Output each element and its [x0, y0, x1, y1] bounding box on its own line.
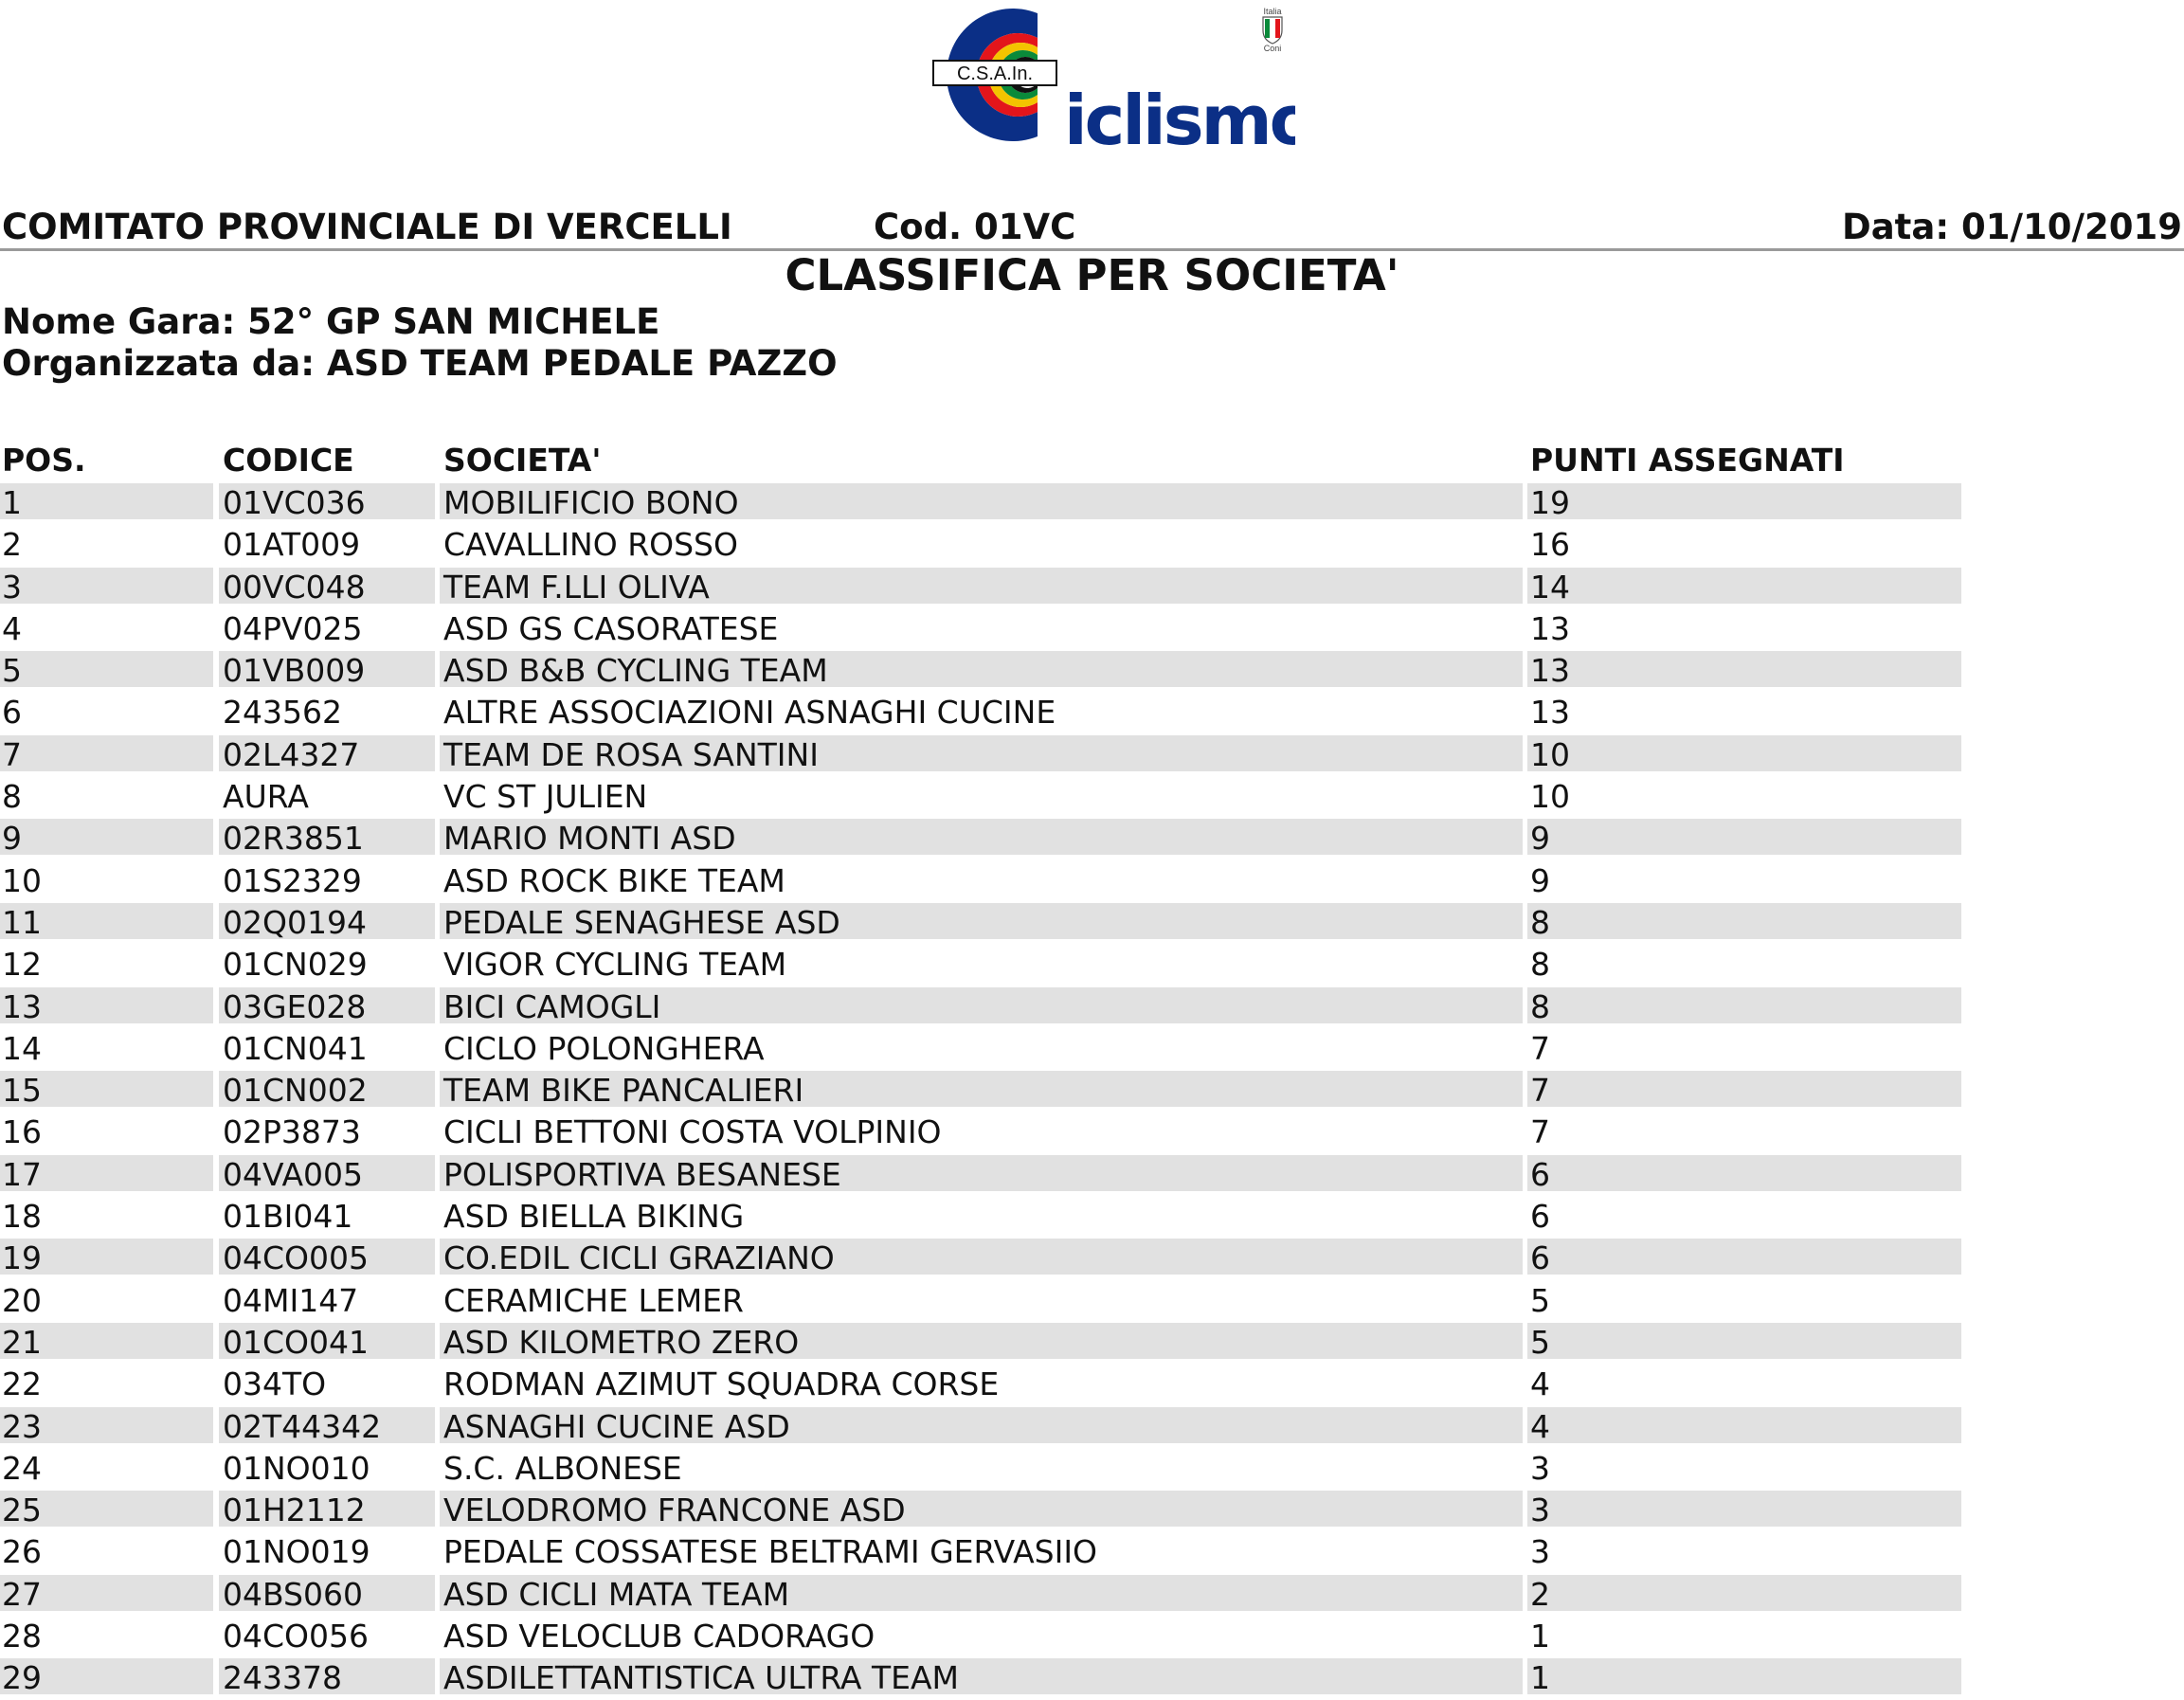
- table-row: [0, 567, 1961, 608]
- row-shading: [1527, 777, 1961, 816]
- cell-club: MARIO MONTI ASD: [443, 820, 736, 858]
- table-row: [0, 1238, 1961, 1279]
- table-row: [0, 608, 1961, 650]
- cell-points: 7: [1530, 1113, 1550, 1151]
- table-row: [0, 524, 1961, 566]
- logo-badge-text: C.S.A.In.: [956, 63, 1034, 84]
- cell-points: 5: [1530, 1281, 1550, 1319]
- row-shading: [1527, 1029, 1961, 1065]
- cell-points: 8: [1530, 987, 1550, 1025]
- cell-points: 3: [1530, 1492, 1550, 1529]
- cell-code: AURA: [223, 778, 309, 816]
- table-row: [0, 1196, 1961, 1238]
- row-shading: [0, 693, 213, 732]
- table-row: [0, 944, 1961, 986]
- cell-pos: 1: [2, 484, 22, 521]
- cell-code: 02P3873: [223, 1113, 361, 1151]
- cell-points: 3: [1530, 1533, 1550, 1571]
- cell-points: 14: [1530, 568, 1570, 606]
- row-shading: [1527, 1365, 1961, 1401]
- cell-code: 01CO041: [223, 1323, 369, 1361]
- race-name: Nome Gara: 52° GP SAN MICHELE: [2, 301, 660, 342]
- cell-club: ASD B&B CYCLING TEAM: [443, 652, 828, 690]
- ranking-table: [0, 482, 1961, 1700]
- cell-club: TEAM DE ROSA SANTINI: [443, 735, 819, 773]
- row-shading: [1527, 693, 1961, 732]
- cell-pos: 8: [2, 778, 22, 816]
- cell-code: 01BI041: [223, 1198, 353, 1236]
- cell-pos: 5: [2, 652, 22, 690]
- cell-points: 2: [1530, 1575, 1550, 1613]
- cell-club: CO.EDIL CICLI GRAZIANO: [443, 1239, 835, 1277]
- row-shading: [1527, 609, 1961, 645]
- logo-italia-text: Italia: [1263, 7, 1282, 16]
- cell-points: 4: [1530, 1365, 1550, 1403]
- row-shading: [1527, 861, 1961, 897]
- cell-code: 034TO: [223, 1365, 327, 1403]
- cell-code: 01H2112: [223, 1492, 366, 1529]
- cell-points: 6: [1530, 1198, 1550, 1236]
- cell-points: 8: [1530, 903, 1550, 941]
- cell-code: 04MI147: [223, 1281, 359, 1319]
- cell-club: ASD BIELLA BIKING: [443, 1198, 745, 1236]
- cell-code: 01NO010: [223, 1449, 370, 1487]
- cell-pos: 10: [2, 861, 42, 899]
- row-shading: [1527, 903, 1961, 939]
- table-row: [0, 1028, 1961, 1070]
- column-header-points: PUNTI ASSEGNATI: [1530, 442, 1845, 479]
- row-shading: [1527, 483, 1961, 519]
- row-shading: [1527, 1491, 1961, 1527]
- cell-pos: 26: [2, 1533, 42, 1571]
- cell-points: 9: [1530, 861, 1550, 899]
- cell-pos: 28: [2, 1618, 42, 1655]
- cell-pos: 24: [2, 1449, 42, 1487]
- cell-code: 01VB009: [223, 652, 366, 690]
- cell-pos: 7: [2, 735, 22, 773]
- table-row: [0, 1154, 1961, 1196]
- row-shading: [1527, 1323, 1961, 1359]
- cell-code: 01CN002: [223, 1072, 368, 1110]
- cell-pos: 19: [2, 1239, 42, 1277]
- column-header-club: SOCIETA': [443, 442, 602, 479]
- committee-name: COMITATO PROVINCIALE DI VERCELLI: [2, 207, 732, 247]
- cell-club: ASD ROCK BIKE TEAM: [443, 861, 785, 899]
- cell-points: 9: [1530, 820, 1550, 858]
- cell-points: 6: [1530, 1239, 1550, 1277]
- row-shading: [1527, 819, 1961, 858]
- cell-club: ASNAGHI CUCINE ASD: [443, 1407, 790, 1445]
- row-shading: [0, 525, 213, 564]
- row-shading: [1527, 945, 1961, 984]
- row-shading: [1527, 1281, 1961, 1317]
- cell-code: 04CO056: [223, 1618, 369, 1655]
- cell-pos: 15: [2, 1072, 42, 1110]
- table-row: [0, 902, 1961, 944]
- cell-code: 02R3851: [223, 820, 364, 858]
- cell-points: 3: [1530, 1449, 1550, 1487]
- logo-coni-text: Coni: [1263, 44, 1282, 53]
- cell-code: 01CN041: [223, 1029, 368, 1067]
- cell-pos: 23: [2, 1407, 42, 1445]
- cell-code: 04PV025: [223, 609, 363, 647]
- cell-club: ASD KILOMETRO ZERO: [443, 1323, 800, 1361]
- cell-pos: 11: [2, 903, 42, 941]
- table-row: [0, 1070, 1961, 1112]
- row-shading: [1527, 1112, 1961, 1151]
- cell-pos: 16: [2, 1113, 42, 1151]
- cell-pos: 14: [2, 1029, 42, 1067]
- cell-club: CICLI BETTONI COSTA VOLPINIO: [443, 1113, 942, 1151]
- row-shading: [0, 651, 213, 690]
- cell-code: 04VA005: [223, 1155, 364, 1193]
- ciclismo-logo: [888, 0, 1295, 150]
- row-shading: [0, 777, 213, 816]
- cell-code: 01S2329: [223, 861, 362, 899]
- logo-brand-text: iclismo: [1064, 81, 1295, 150]
- cell-points: 10: [1530, 778, 1570, 816]
- cell-pos: 27: [2, 1575, 42, 1613]
- table-row: [0, 776, 1961, 818]
- cell-pos: 2: [2, 526, 22, 564]
- cell-club: PEDALE SENAGHESE ASD: [443, 903, 840, 941]
- cell-points: 13: [1530, 694, 1570, 732]
- committee-code: Cod. 01VC: [874, 207, 1076, 247]
- cell-points: 7: [1530, 1072, 1550, 1110]
- table-row: [0, 1112, 1961, 1153]
- cell-pos: 13: [2, 987, 42, 1025]
- cell-club: ASD GS CASORATESE: [443, 609, 779, 647]
- table-row: [0, 1490, 1961, 1531]
- cell-code: 01AT009: [223, 526, 361, 564]
- cell-points: 1: [1530, 1659, 1550, 1697]
- cell-pos: 22: [2, 1365, 42, 1403]
- row-shading: [0, 609, 213, 645]
- cell-points: 13: [1530, 652, 1570, 690]
- cell-club: MOBILIFICIO BONO: [443, 484, 739, 521]
- cell-code: 04BS060: [223, 1575, 363, 1613]
- cell-pos: 21: [2, 1323, 42, 1361]
- cell-code: 01NO019: [223, 1533, 370, 1571]
- table-row: [0, 692, 1961, 733]
- cell-code: 243562: [223, 694, 342, 732]
- row-shading: [1527, 651, 1961, 690]
- cell-club: BICI CAMOGLI: [443, 987, 661, 1025]
- cell-club: CAVALLINO ROSSO: [443, 526, 738, 564]
- cell-points: 19: [1530, 484, 1570, 521]
- cell-club: POLISPORTIVA BESANESE: [443, 1155, 841, 1193]
- cell-pos: 9: [2, 820, 22, 858]
- table-row: [0, 1322, 1961, 1364]
- cell-points: 13: [1530, 609, 1570, 647]
- row-shading: [1527, 568, 1961, 604]
- row-shading: [1527, 987, 1961, 1023]
- cell-points: 10: [1530, 735, 1570, 773]
- row-shading: [1527, 1155, 1961, 1191]
- cell-club: ASDILETTANTISTICA ULTRA TEAM: [443, 1659, 960, 1697]
- cell-club: RODMAN AZIMUT SQUADRA CORSE: [443, 1365, 1000, 1403]
- cell-code: 01CN029: [223, 946, 368, 984]
- cell-club: CICLO POLONGHERA: [443, 1029, 765, 1067]
- cell-code: 02T44342: [223, 1407, 382, 1445]
- cell-club: CERAMICHE LEMER: [443, 1281, 744, 1319]
- table-row: [0, 734, 1961, 776]
- row-shading: [1527, 1407, 1961, 1443]
- cell-code: 01VC036: [223, 484, 366, 521]
- cell-pos: 18: [2, 1198, 42, 1236]
- table-row: [0, 650, 1961, 692]
- cell-pos: 3: [2, 568, 22, 606]
- race-organizer: Organizzata da: ASD TEAM PEDALE PAZZO: [2, 343, 838, 384]
- cell-pos: 25: [2, 1492, 42, 1529]
- table-row: [0, 1616, 1961, 1657]
- row-shading: [0, 819, 213, 858]
- cell-code: 02Q0194: [223, 903, 367, 941]
- table-row: [0, 1280, 1961, 1322]
- cell-points: 1: [1530, 1618, 1550, 1655]
- cell-pos: 12: [2, 946, 42, 984]
- cell-code: 04CO005: [223, 1239, 369, 1277]
- cell-points: 5: [1530, 1323, 1550, 1361]
- cell-club: ALTRE ASSOCIAZIONI ASNAGHI CUCINE: [443, 694, 1056, 732]
- ciclismo-logo-icon: [888, 0, 1295, 150]
- cell-points: 4: [1530, 1407, 1550, 1445]
- cell-club: TEAM F.LLI OLIVA: [443, 568, 710, 606]
- row-shading: [0, 483, 213, 519]
- cell-club: ASD CICLI MATA TEAM: [443, 1575, 790, 1613]
- cell-points: 7: [1530, 1029, 1550, 1067]
- cell-club: S.C. ALBONESE: [443, 1449, 682, 1487]
- table-row: [0, 1448, 1961, 1490]
- cell-points: 16: [1530, 526, 1570, 564]
- table-row: [0, 1364, 1961, 1405]
- table-row: [0, 1406, 1961, 1448]
- table-row: [0, 818, 1961, 859]
- row-shading: [1527, 1449, 1961, 1485]
- row-shading: [1527, 735, 1961, 771]
- table-row: [0, 482, 1961, 524]
- cell-club: ASD VELOCLUB CADORAGO: [443, 1618, 875, 1655]
- cell-club: VELODROMO FRANCONE ASD: [443, 1492, 906, 1529]
- cell-pos: 20: [2, 1281, 42, 1319]
- row-shading: [1527, 1658, 1961, 1697]
- table-row: [0, 860, 1961, 902]
- table-row: [0, 986, 1961, 1028]
- cell-club: PEDALE COSSATESE BELTRAMI GERVASIIO: [443, 1533, 1098, 1571]
- table-row: [0, 1531, 1961, 1573]
- page-title: CLASSIFICA PER SOCIETA': [785, 250, 1399, 300]
- row-shading: [0, 735, 213, 771]
- row-shading: [0, 568, 213, 604]
- table-row: [0, 1574, 1961, 1616]
- cell-code: 00VC048: [223, 568, 366, 606]
- row-shading: [1527, 1575, 1961, 1611]
- cell-points: 6: [1530, 1155, 1550, 1193]
- cell-club: VIGOR CYCLING TEAM: [443, 946, 787, 984]
- cell-club: TEAM BIKE PANCALIERI: [443, 1072, 804, 1110]
- cell-pos: 6: [2, 694, 22, 732]
- cell-code: 02L4327: [223, 735, 360, 773]
- cell-club: VC ST JULIEN: [443, 778, 648, 816]
- column-header-code: CODICE: [223, 442, 354, 479]
- column-header-pos: POS.: [2, 442, 86, 479]
- row-shading: [1527, 1239, 1961, 1275]
- cell-points: 8: [1530, 946, 1550, 984]
- row-shading: [1527, 1071, 1961, 1110]
- row-shading: [1527, 1532, 1961, 1571]
- cell-code: 03GE028: [223, 987, 367, 1025]
- cell-pos: 29: [2, 1659, 42, 1697]
- document-date: Data: 01/10/2019: [1842, 207, 2182, 247]
- cell-pos: 4: [2, 609, 22, 647]
- cell-pos: 17: [2, 1155, 42, 1193]
- row-shading: [1527, 525, 1961, 564]
- cell-code: 243378: [223, 1659, 342, 1697]
- row-shading: [1527, 1617, 1961, 1653]
- row-shading: [1527, 1197, 1961, 1236]
